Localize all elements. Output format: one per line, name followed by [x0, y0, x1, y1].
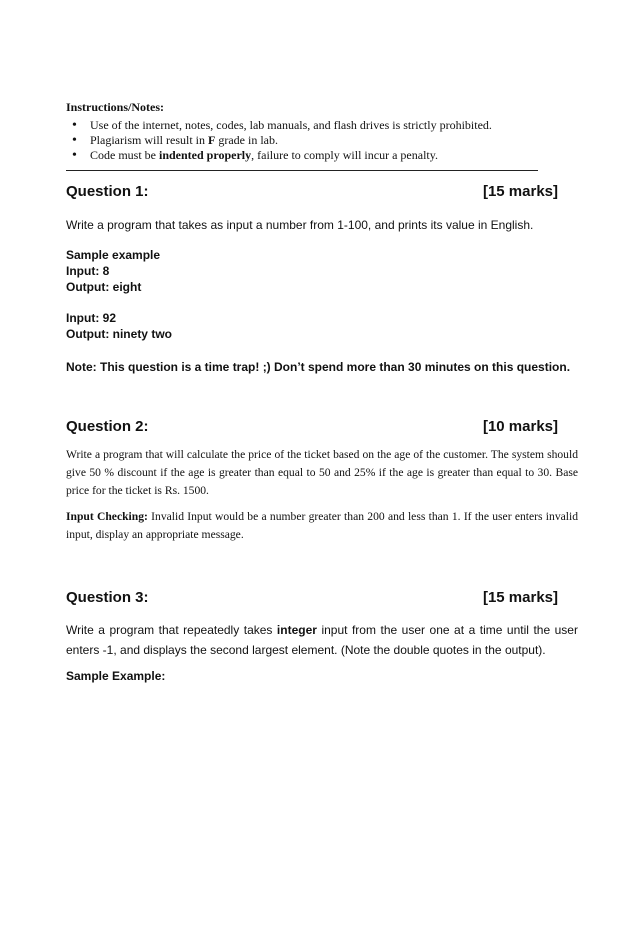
question-2-text: Write a program that will calculate the price of the ticket based on the age of the customer. The system should give 50 % discount if the age is greater than equal to 50 and 25% if the age is greater than equal to 30. Base price for the ticket is Rs. 1500.: [66, 448, 578, 497]
sample-input-1: Input: 8: [66, 264, 110, 278]
sample-input-2: Input: 92: [66, 311, 116, 325]
question-2-marks: [10 marks]: [482, 418, 558, 435]
question-1-sample-2: [66, 310, 578, 342]
question-1-text: Write a program that takes as input a number from 1-100, and prints its value in English.: [66, 218, 534, 232]
question-1-marks: [15 marks]: [482, 183, 558, 200]
instruction-text: grade in lab.: [215, 133, 278, 147]
question-1-sample: [66, 247, 578, 295]
question-3-heading: [66, 589, 558, 609]
horizontal-rule: [66, 170, 538, 171]
instruction-item: • Use of the internet, notes, codes, lab manuals, and flash drives is strictly prohibited.: [66, 118, 586, 133]
question-3-title: Question 3:: [66, 589, 149, 606]
instruction-text: Plagiarism will result in: [90, 133, 208, 147]
instructions-section: [66, 100, 586, 163]
instruction-item: [66, 148, 586, 163]
question-2-input-checking: [66, 508, 578, 544]
input-checking-text: Invalid Input would be a number greater than 200 and less than 1. If the user enters invalid input, display an appropriate message.: [66, 510, 578, 541]
instructions-title: Instructions/Notes:: [66, 100, 164, 114]
instruction-text: Code must be: [90, 148, 159, 162]
question-3-sample-title: Sample Example:: [66, 669, 166, 683]
question-3-marks: [15 marks]: [482, 589, 558, 606]
question-3-text-part: Write a program that repeatedly takes: [66, 623, 277, 637]
sample-title: Sample example: [66, 248, 161, 262]
instruction-text: , failure to comply will incur a penalty.: [251, 148, 438, 162]
question-3-text-part: input from the user one at a time until the user enters -1, and displays the second largest element. (Note the double quotes in the output).: [66, 623, 578, 657]
input-checking-label: Input Checking:: [66, 510, 148, 523]
question-3-text-emphasis: integer: [276, 623, 317, 637]
question-2-title: Question 2:: [66, 418, 149, 435]
sample-output-1: Output: eight: [66, 280, 142, 294]
question-3-text: [66, 620, 578, 660]
instructions-list: [66, 118, 586, 163]
question-1-title: Question 1:: [66, 183, 149, 200]
question-1-note: Note: This question is a time trap! ;) Don’t spend more than 30 minutes on this question.: [66, 360, 571, 374]
instruction-emphasis: indented properly: [159, 148, 252, 162]
question-1-heading: [66, 183, 558, 203]
sample-output-2: Output: ninety two: [66, 327, 172, 341]
question-2-heading: [66, 418, 558, 438]
instruction-emphasis: F: [208, 133, 216, 147]
instruction-item: [66, 133, 586, 148]
